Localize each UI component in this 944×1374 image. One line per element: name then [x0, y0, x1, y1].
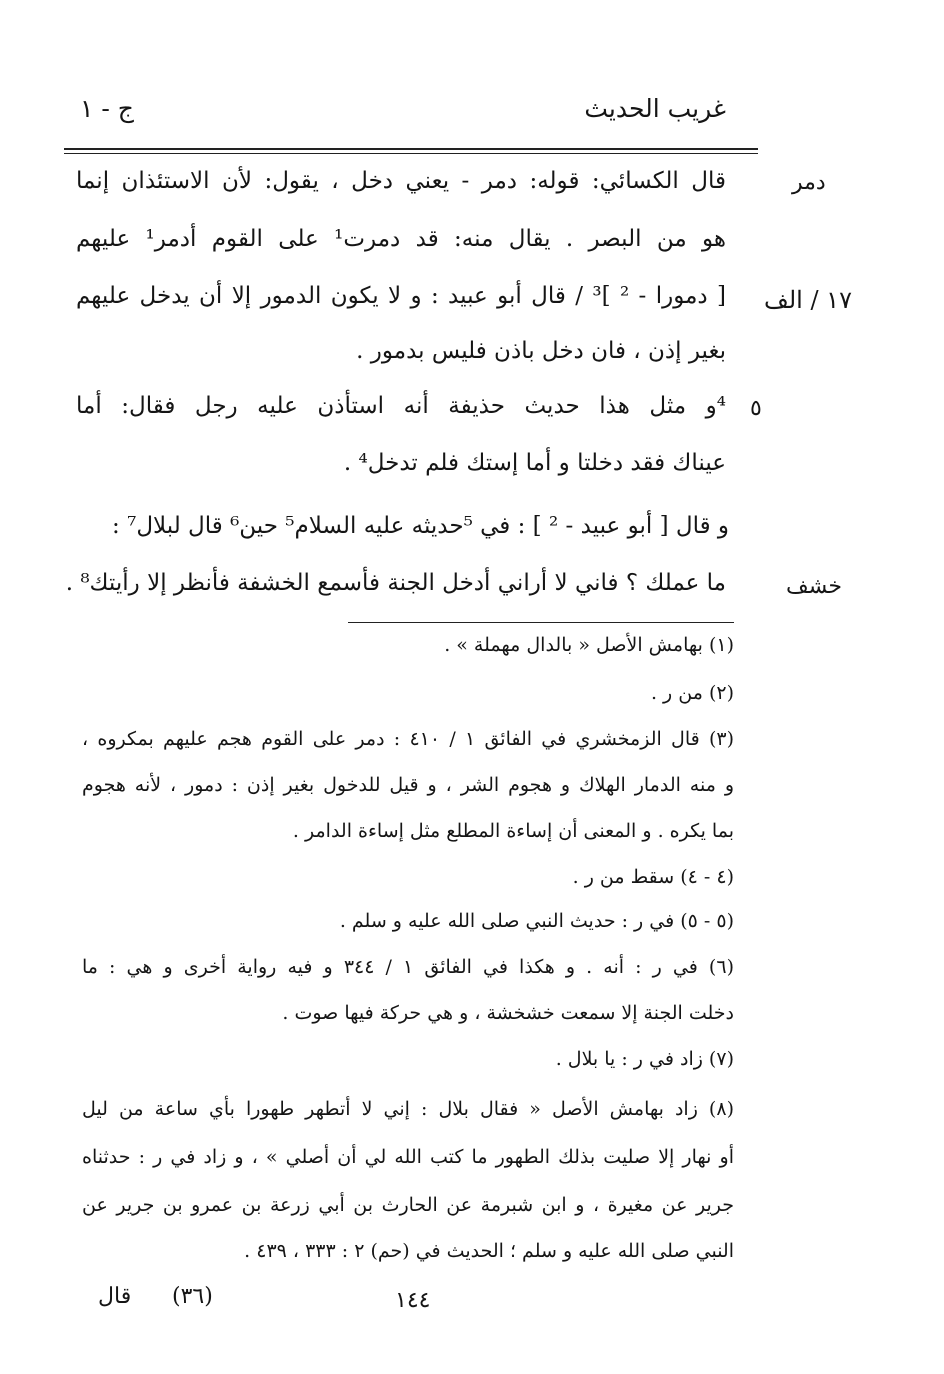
- main-text-line: هو من البصر . يقال منه: قد دمرت¹ على القوم أدمر¹ عليهم: [76, 226, 727, 252]
- main-text-line: قال الكسائي: قوله: دمر - يعني دخل ، يقول: لأن الاستئذان إنما: [76, 168, 726, 194]
- main-text-line: بغير إذن ، فان دخل باذن فليس بدمور .: [356, 338, 726, 364]
- page-number: ١٤٤: [395, 1288, 431, 1313]
- footnote-line: (٦) في ر : أنه . و هكذا في الفائق ١ / ٣٤٤ و فيه رواية أخرى و هي : ما: [82, 956, 734, 978]
- signature-mark: (٣٦): [172, 1284, 213, 1309]
- margin-line-number: ٥: [750, 396, 762, 421]
- margin-word-damr: دمر: [792, 170, 826, 195]
- running-title: غريب الحديث: [584, 94, 726, 123]
- footnote-line: (٤ - ٤) سقط من ر .: [572, 866, 734, 888]
- footnote-line: النبي صلى الله عليه و سلم ؛ الحديث في (حم) ٢ : ٣٣٣ ، ٤٣٩ .: [244, 1240, 734, 1262]
- footnote-line: (٧) زاد في ر : يا بلال .: [555, 1048, 734, 1070]
- footnote-line: (٨) زاد بهامش الأصل « فقال بلال : إني لا أتطهر طهورا بأي ساعة من ليل: [82, 1098, 734, 1120]
- main-text-line: [ دمورا - ² ]³ / قال أبو عبيد : و لا يكون الدمور إلا أن يدخل عليهم: [76, 283, 726, 309]
- footnote-divider: [348, 622, 734, 623]
- header-rule-thin: [64, 153, 758, 154]
- header-rule: [64, 148, 758, 150]
- footnote-line: (٥ - ٥) في ر : حديث النبي صلى الله عليه و سلم .: [339, 910, 734, 932]
- footnote-line: (١) بهامش الأصل « بالدال مهملة » .: [444, 634, 734, 656]
- volume-label: ج - ١: [80, 94, 134, 123]
- catchword: قال: [98, 1284, 132, 1309]
- footnote-line: أو نهار إلا صليت بذلك الطهور ما كتب الله لي أن أصلي » ، و زاد في ر : حدثناه: [82, 1146, 734, 1168]
- footnote-line: دخلت الجنة إلا سمعت خشخشة ، و هي حركة فيها صوت .: [282, 1002, 734, 1024]
- margin-folio: ١٧ / الف: [764, 286, 852, 314]
- main-text-line: عيناك فقد دخلتا و أما إستك فلم تدخل⁴ .: [343, 450, 726, 476]
- footnote-line: (٢) من ر .: [650, 682, 734, 704]
- margin-word-khashaf: خشف: [786, 574, 842, 599]
- footnote-line: بما يكره . و المعنى أن إساءة المطلع مثل إساءة الدامر .: [292, 820, 734, 842]
- main-text-line: ما عملك ؟ فاني لا أراني أدخل الجنة فأسمع الخشفة فأنظر إلا رأيتك⁸ .: [65, 570, 726, 596]
- footnote-line: جرير عن مغيرة ، و ابن شبرمة عن الحارث بن أبي زرعة بن عمرو بن جرير عن: [82, 1194, 734, 1216]
- footnote-line: و منه الدمار الهلاك و هجوم الشر ، و قيل للدخول بغير إذن : دمور ، لأنه هجوم: [82, 774, 734, 796]
- footnote-line: (٣) قال الزمخشري في الفائق ١ / ٤١٠ : دمر على القوم هجم عليهم بمكروه ،: [82, 728, 735, 750]
- main-text-line: ⁴و مثل هذا حديث حذيفة أنه استأذن عليه رجل فقال: أما: [76, 393, 726, 419]
- main-text-line: و قال [ أبو عبيد - ² ] : في ⁵حديثه عليه السلام⁵ حين⁶ قال لبلال⁷ :: [112, 513, 729, 539]
